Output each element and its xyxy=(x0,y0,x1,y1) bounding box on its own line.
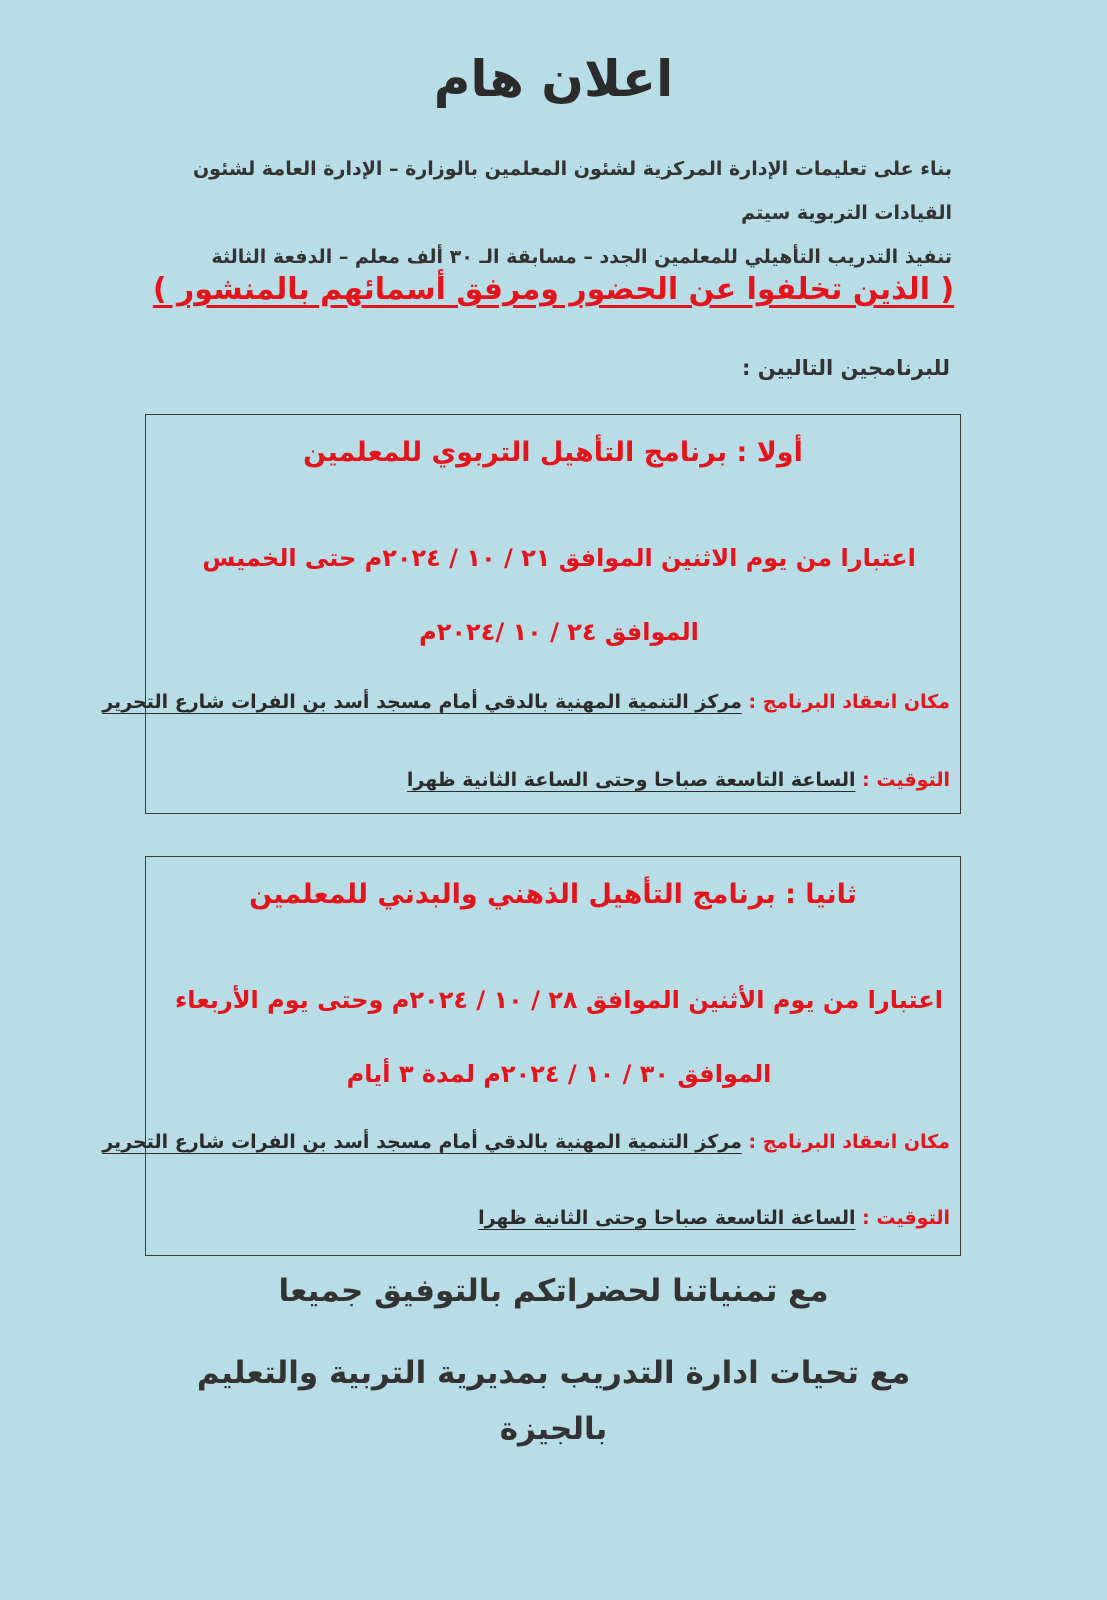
program-2-venue-line xyxy=(102,1131,950,1153)
program-2-box xyxy=(102,856,961,1256)
program-2-time: الساعة التاسعة صباحا وحتى الثانية ظهرا xyxy=(478,1207,856,1229)
page-title: اعلان هام xyxy=(433,50,674,108)
intro-line-1: بناء على تعليمات الإدارة المركزية لشئون المعلمين بالوزارة – الإدارة العامة لشئون القيادات التربوية سيتم xyxy=(192,158,952,224)
program-1-time: الساعة التاسعة صباحا وحتى الساعة الثانية ظهرا xyxy=(406,769,856,791)
intro-line-2: تنفيذ التدريب التأهيلي للمعلمين الجدد – مسابقة الـ ٣٠ ألف معلم – الدفعة الثالثة xyxy=(211,246,952,268)
program-2-venue-label: مكان انعقاد البرنامج : xyxy=(748,1131,950,1153)
program-2-venue: مركز التنمية المهنية بالدقي أمام مسجد أسد بن الفرات شارع التحرير xyxy=(102,1131,742,1153)
program-1-heading: أولا : برنامج التأهيل التربوي للمعلمين xyxy=(303,437,803,468)
program-1-box xyxy=(102,414,961,814)
program-2-time-label: التوقيت : xyxy=(862,1207,950,1229)
program-2-heading: ثانيا : برنامج التأهيل الذهني والبدني للمعلمين xyxy=(249,879,857,910)
program-1-time-label: التوقيت : xyxy=(862,769,950,791)
closing-regards: مع تحيات ادارة التدريب بمديرية التربية والتعليم بالجيزة xyxy=(196,1355,911,1447)
program-1-venue: مركز التنمية المهنية بالدقي أمام مسجد أسد بن الفرات شارع التحرير xyxy=(102,691,742,713)
programs-intro: للبرنامجين التاليين : xyxy=(742,356,950,380)
closing-wishes: مع تمنياتنا لحضراتكم بالتوفيق جميعا xyxy=(278,1273,829,1309)
program-2-time-line xyxy=(478,1207,950,1229)
program-1-dates: اعتبارا من يوم الاثنين الموافق ٢١ / ١٠ / ٢٠٢٤م حتى الخميس الموافق ٢٤ / ١٠ /٢٠٢٤م xyxy=(202,544,916,646)
program-1-venue-label: مكان انعقاد البرنامج : xyxy=(748,691,950,713)
absentees-note: ( الذين تخلفوا عن الحضور ومرفق أسمائهم بالمنشور ) xyxy=(152,272,955,307)
intro-paragraph xyxy=(150,147,952,279)
program-2-dates: اعتبارا من يوم الأثنين الموافق ٢٨ / ١٠ / ٢٠٢٤م وحتى يوم الأربعاء الموافق ٣٠ / ١٠ / ٢٠٢٤م لمدة ٣ أيام xyxy=(175,986,943,1088)
program-1-venue-line xyxy=(102,691,950,713)
program-1-time-line xyxy=(407,769,950,791)
